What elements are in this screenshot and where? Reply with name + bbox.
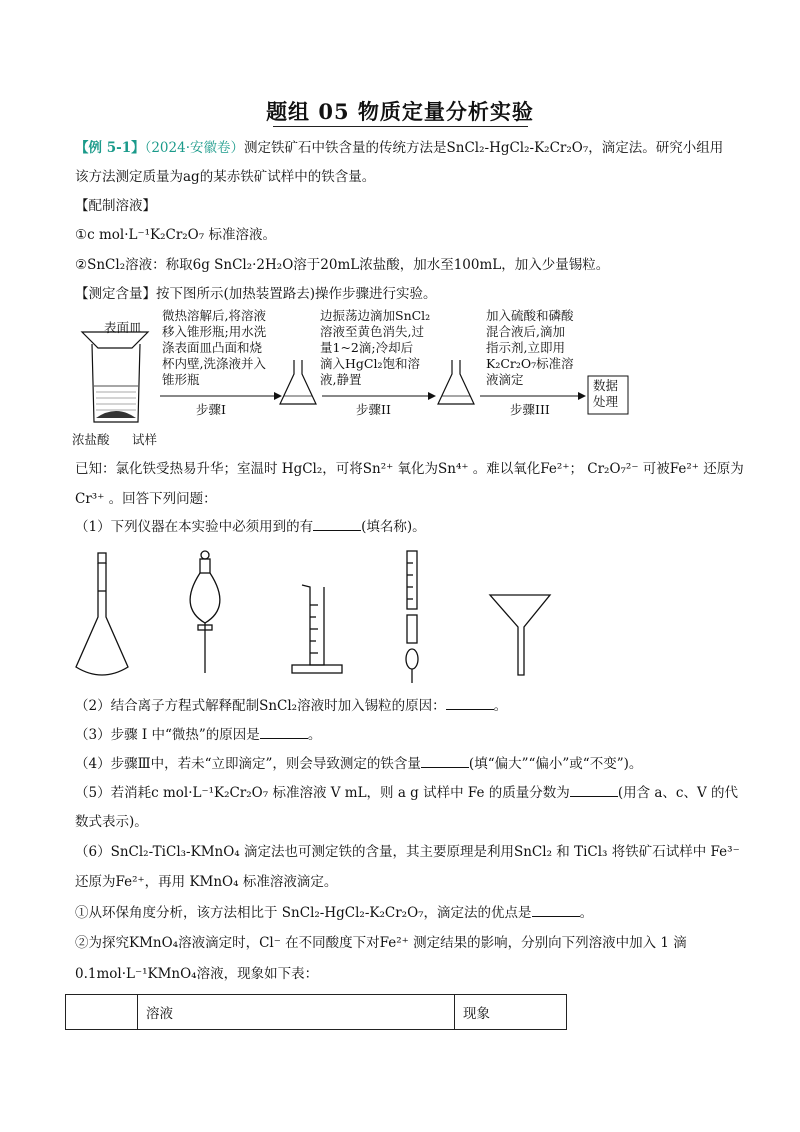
page-title [0, 96, 800, 126]
step1-description [162, 308, 266, 388]
step2-line: 边振荡边滴加SnCl₂ [320, 308, 431, 323]
question-6b: ②为探究KMnO₄溶液滴定时，Cl⁻ 在不同酸度下对Fe²⁺ 测定结果的影响，分别向下列溶液中加入 1 滴 [75, 935, 687, 951]
q3-period: 。 [307, 727, 322, 743]
intro-text-2: ，滴定法。研究小组用 [588, 140, 724, 156]
step2-description [320, 308, 430, 388]
q6a-text: ①从环保角度分析，该方法相比于 SnCl₂-HgCl₂-K₂Cr₂O₇，滴定法的优点是 [75, 905, 532, 921]
intro-line-1 [75, 139, 723, 157]
intro-line-2: 该方法测定质量为ag的某赤铁矿试样中的铁含量。 [75, 169, 376, 185]
q1-answer-blank[interactable] [313, 518, 361, 531]
q4-tail: (填“偏大”“偏小”或“不变”)。 [468, 756, 643, 772]
prep-item-2: ②SnCl₂溶液：称取6g SnCl₂·2H₂O溶于20mL浓盐酸，加水至100mL，加入少量锡粒。 [75, 257, 610, 273]
procedure-diagram [70, 308, 630, 450]
title-underline [273, 126, 528, 127]
step3-line: 混合液后,滴加 [486, 324, 565, 339]
step2-label: 步骤II [356, 402, 391, 417]
sample-pile-icon [96, 411, 136, 418]
volumetric-flask-icon [76, 553, 128, 675]
question-2 [75, 697, 507, 715]
question-6c: 0.1mol·L⁻¹KMnO₄溶液，现象如下表： [75, 966, 319, 982]
step3-description [486, 308, 574, 388]
q1-tail: (填名称)。 [361, 519, 426, 535]
label-hcl: 浓盐酸 [72, 432, 110, 447]
step3-label: 步骤III [510, 402, 550, 417]
instruments-svg [70, 547, 630, 687]
question-6-line-2: 还原为Fe²⁺，再用 KMnO₄ 标准溶液滴定。 [75, 874, 338, 890]
table-header-index [66, 995, 138, 1030]
step3-line: 指示剂,立即用 [486, 340, 565, 355]
label-watch-glass: 表面皿 [104, 320, 142, 335]
section-measure [75, 285, 437, 303]
title-text: 题组 05 物质定量分析实验 [266, 99, 534, 124]
question-6a [75, 904, 593, 922]
q5-answer-blank[interactable] [570, 784, 618, 797]
q4-text: （4）步骤Ⅲ中，若未“立即滴定”，则会导致测定的铁含量 [75, 756, 421, 772]
q6a-period: 。 [579, 905, 594, 921]
step2-line: 液,静置 [320, 372, 362, 387]
q3-answer-blank[interactable] [260, 726, 308, 739]
step1-line: 杯内壁,洗涤液并入 [162, 356, 266, 371]
results-table [65, 994, 567, 1030]
section-measure-text: 按下图所示(加热装置路去)操作步骤进行实验。 [156, 286, 437, 302]
arrow-head-3 [578, 392, 586, 400]
step3-line: 加入硫酸和磷酸 [486, 308, 574, 323]
q6a-answer-blank[interactable] [532, 904, 580, 917]
q2-period: 。 [493, 698, 508, 714]
liquid-hatching [96, 392, 136, 410]
data-process-text [593, 378, 618, 410]
step2-line: 量1~2滴;冷却后 [320, 340, 414, 355]
table-header-phenomenon: 现象 [455, 995, 567, 1030]
arrow-head-1 [274, 392, 282, 400]
arrow-head-2 [428, 392, 436, 400]
table-header-row [66, 995, 567, 1030]
q3-text: （3）步骤 I 中“微热”的原因是 [75, 727, 260, 743]
step1-line: 涤表面皿凸面和烧 [162, 340, 263, 355]
label-sample: 试样 [132, 432, 158, 447]
step3-line: K₂Cr₂O₇标准溶 [486, 356, 574, 371]
step3-line: 液滴定 [486, 372, 524, 387]
section-measure-label: 【测定含量】 [75, 286, 156, 302]
reagent-chain: SnCl₂-HgCl₂-K₂Cr₂O₇ [446, 140, 589, 156]
data-process-line: 处理 [593, 394, 619, 409]
table-header-solution: 溶液 [138, 995, 455, 1030]
q1-text: （1）下列仪器在本实验中必须用到的有 [75, 519, 314, 535]
graduated-cylinder-icon [292, 585, 342, 673]
q5-tail: (用含 a、c、V 的代 [617, 785, 739, 801]
step1-line: 微热溶解后,将溶液 [162, 308, 266, 323]
question-5 [75, 784, 738, 802]
step1-line: 移入锥形瓶;用水洗 [162, 324, 267, 339]
q5-text: （5）若消耗c mol·L⁻¹K₂Cr₂O₇ 标准溶液 V mL，则 a g 试样中 Fe 的质量分数为 [75, 785, 570, 801]
example-label: 【例 5-1】 [75, 140, 145, 156]
known-info-2: Cr³⁺ 。回答下列问题： [75, 491, 217, 507]
funnel-icon [490, 595, 550, 675]
intro-text: 测定铁矿石中铁含量的传统方法是 [244, 140, 447, 156]
separatory-funnel-icon [190, 551, 220, 673]
q4-answer-blank[interactable] [421, 755, 469, 768]
question-6: （6）SnCl₂-TiCl₃-KMnO₄ 滴定法也可测定铁的含量，其主要原理是利用SnCl₂ 和 TiCl₃ 将铁矿石试样中 Fe³⁻ [75, 844, 740, 860]
known-info-1: 已知：氯化铁受热易升华；室温时 HgCl₂，可将Sn²⁺ 氧化为Sn⁴⁺ 。难以氧化Fe²⁺； Cr₂O₇²⁻ 可被Fe²⁺ 还原为 [75, 461, 744, 477]
q2-answer-blank[interactable] [446, 697, 494, 710]
burette-icon [406, 551, 418, 683]
prep-item-1: ①c mol·L⁻¹K₂Cr₂O₇ 标准溶液。 [75, 227, 276, 243]
instruments-figure [70, 547, 630, 687]
data-process-line: 数据 [593, 378, 619, 393]
step1-line: 锥形瓶 [162, 372, 200, 387]
conical-flask-1-icon [280, 360, 316, 404]
q2-text: （2）结合离子方程式解释配制SnCl₂溶液时加入锡粒的原因： [75, 698, 446, 714]
conical-flask-2-icon [438, 360, 474, 404]
step2-line: 滴入HgCl₂饱和溶 [320, 356, 420, 371]
question-5-line-2: 数式表示)。 [75, 814, 148, 830]
step2-line: 溶液至黄色消失,过 [320, 324, 424, 339]
step1-label: 步骤I [196, 402, 226, 417]
question-3 [75, 726, 321, 744]
question-1 [75, 518, 426, 536]
example-source: （2024·安徽卷） [144, 140, 244, 156]
question-4 [75, 755, 642, 773]
section-prep: 【配制溶液】 [75, 198, 156, 214]
